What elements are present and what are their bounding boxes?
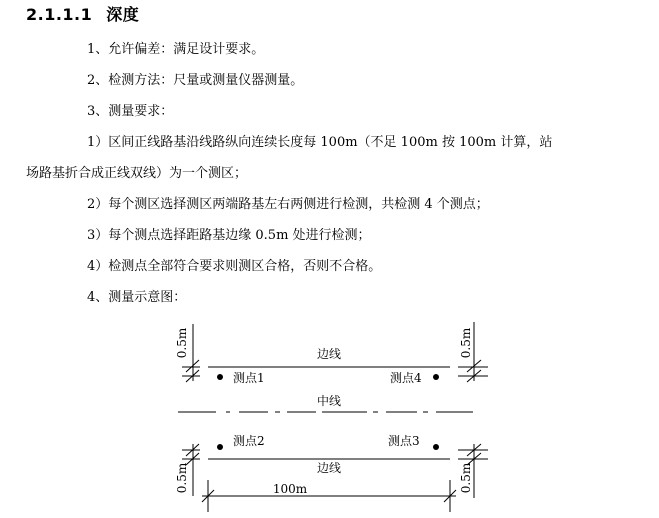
point2-marker xyxy=(217,444,223,450)
dim-length xyxy=(202,480,456,512)
item-diagram-caption: 4、测量示意图： xyxy=(87,290,187,305)
offset-right-top-label: 0.5m xyxy=(459,327,473,359)
item-req-1-line-2: 场路基折合成正线双线）为一个测区； xyxy=(26,166,248,181)
item-tolerance: 1、允许偏差：满足设计要求。 xyxy=(87,42,265,57)
point3-label: 测点3 xyxy=(388,434,420,448)
point2-label: 测点2 xyxy=(233,434,265,448)
length-label: 100m xyxy=(272,482,308,496)
section-title: 深度 xyxy=(106,5,140,24)
offset-left-bottom-label: 0.5m xyxy=(175,462,189,494)
item-req-1-line-1: 1）区间正线路基沿线路纵向连续长度每 100m（不足 100m 按 100m 计算，站 xyxy=(87,135,553,150)
point1-marker xyxy=(217,374,223,380)
edge-top-label: 边线 xyxy=(316,347,342,361)
item-req-4: 4）检测点全部符合要求则测区合格，否则不合格。 xyxy=(87,259,382,274)
item-method: 2、检测方法：尺量或测量仪器测量。 xyxy=(87,73,304,88)
section-number: 2.1.1.1 xyxy=(26,5,93,24)
point4-label: 测点4 xyxy=(390,371,422,385)
offset-left-top-label: 0.5m xyxy=(175,327,189,359)
item-req-3: 3）每个测点选择距路基边缘 0.5m 处进行检测； xyxy=(87,228,371,243)
item-req-2: 2）每个测区选择测区两端路基左右两侧进行检测，共检测 4 个测点； xyxy=(87,197,489,212)
center-line-label: 中线 xyxy=(316,394,342,408)
edge-bottom-label: 边线 xyxy=(316,461,342,475)
offset-right-bottom-label: 0.5m xyxy=(459,462,473,494)
item-requirements: 3、测量要求： xyxy=(87,104,174,119)
point3-marker xyxy=(433,444,439,450)
point4-marker xyxy=(433,374,439,380)
point1-label: 测点1 xyxy=(233,371,265,385)
